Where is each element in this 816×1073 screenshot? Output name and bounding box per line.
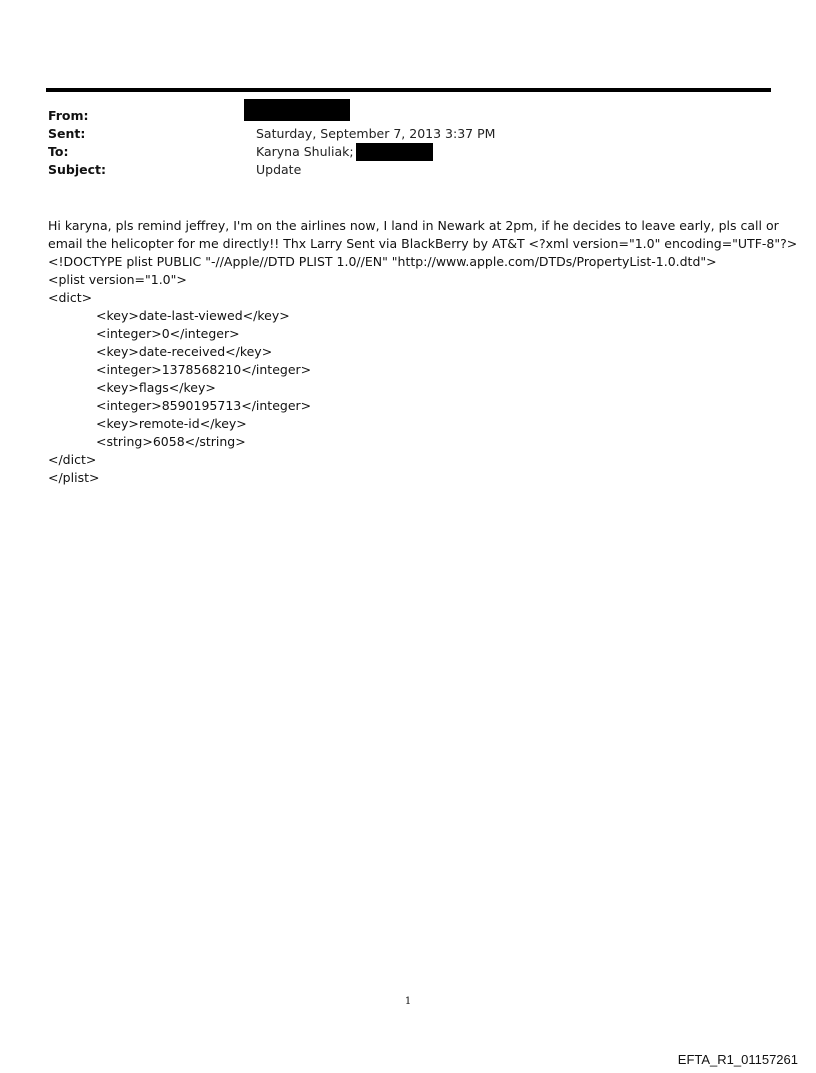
body-line: <!DOCTYPE plist PUBLIC "-//Apple//DTD PLIST 1.0//EN" "http://www.apple.com/DTDs/PropertyList-1.0.dtd"> bbox=[48, 254, 717, 269]
sent-label: Sent: bbox=[48, 126, 86, 141]
xml-dict-close: </dict> bbox=[48, 452, 97, 467]
xml-entry: <key>date-received</key> bbox=[96, 344, 273, 359]
xml-entry: <string>6058</string> bbox=[96, 434, 246, 449]
subject-label: Subject: bbox=[48, 162, 106, 177]
email-body bbox=[48, 217, 798, 487]
header-divider bbox=[46, 88, 771, 92]
sent-value: Saturday, September 7, 2013 3:37 PM bbox=[256, 126, 496, 141]
xml-entry: <key>remote-id</key> bbox=[96, 416, 247, 431]
xml-plist-close: </plist> bbox=[48, 470, 100, 485]
document-id: EFTA_R1_01157261 bbox=[677, 1052, 798, 1067]
xml-dict-open: <dict> bbox=[48, 290, 93, 305]
to-value-row bbox=[256, 143, 433, 161]
redacted-from-value bbox=[244, 99, 350, 121]
to-label: To: bbox=[48, 144, 69, 159]
redacted-to-recipient bbox=[356, 143, 433, 161]
xml-entry: <key>flags</key> bbox=[96, 380, 216, 395]
xml-entry: <integer>0</integer> bbox=[96, 326, 240, 341]
xml-entry: <integer>8590195713</integer> bbox=[96, 398, 312, 413]
page-number: 1 bbox=[404, 996, 412, 1007]
to-recipient: Karyna Shuliak; bbox=[256, 144, 354, 159]
body-line: Hi karyna, pls remind jeffrey, I'm on the airlines now, I land in Newark at 2pm, if he decides to leave early, pls call or bbox=[48, 218, 779, 233]
xml-plist-open: <plist version="1.0"> bbox=[48, 272, 187, 287]
from-label: From: bbox=[48, 108, 89, 123]
body-line: email the helicopter for me directly!! Thx Larry Sent via BlackBerry by AT&T <?xml version="1.0" encoding="UTF-8"?> bbox=[48, 236, 798, 251]
xml-entry: <integer>1378568210</integer> bbox=[96, 362, 312, 377]
xml-entry: <key>date-last-viewed</key> bbox=[96, 308, 290, 323]
subject-value: Update bbox=[256, 162, 302, 177]
